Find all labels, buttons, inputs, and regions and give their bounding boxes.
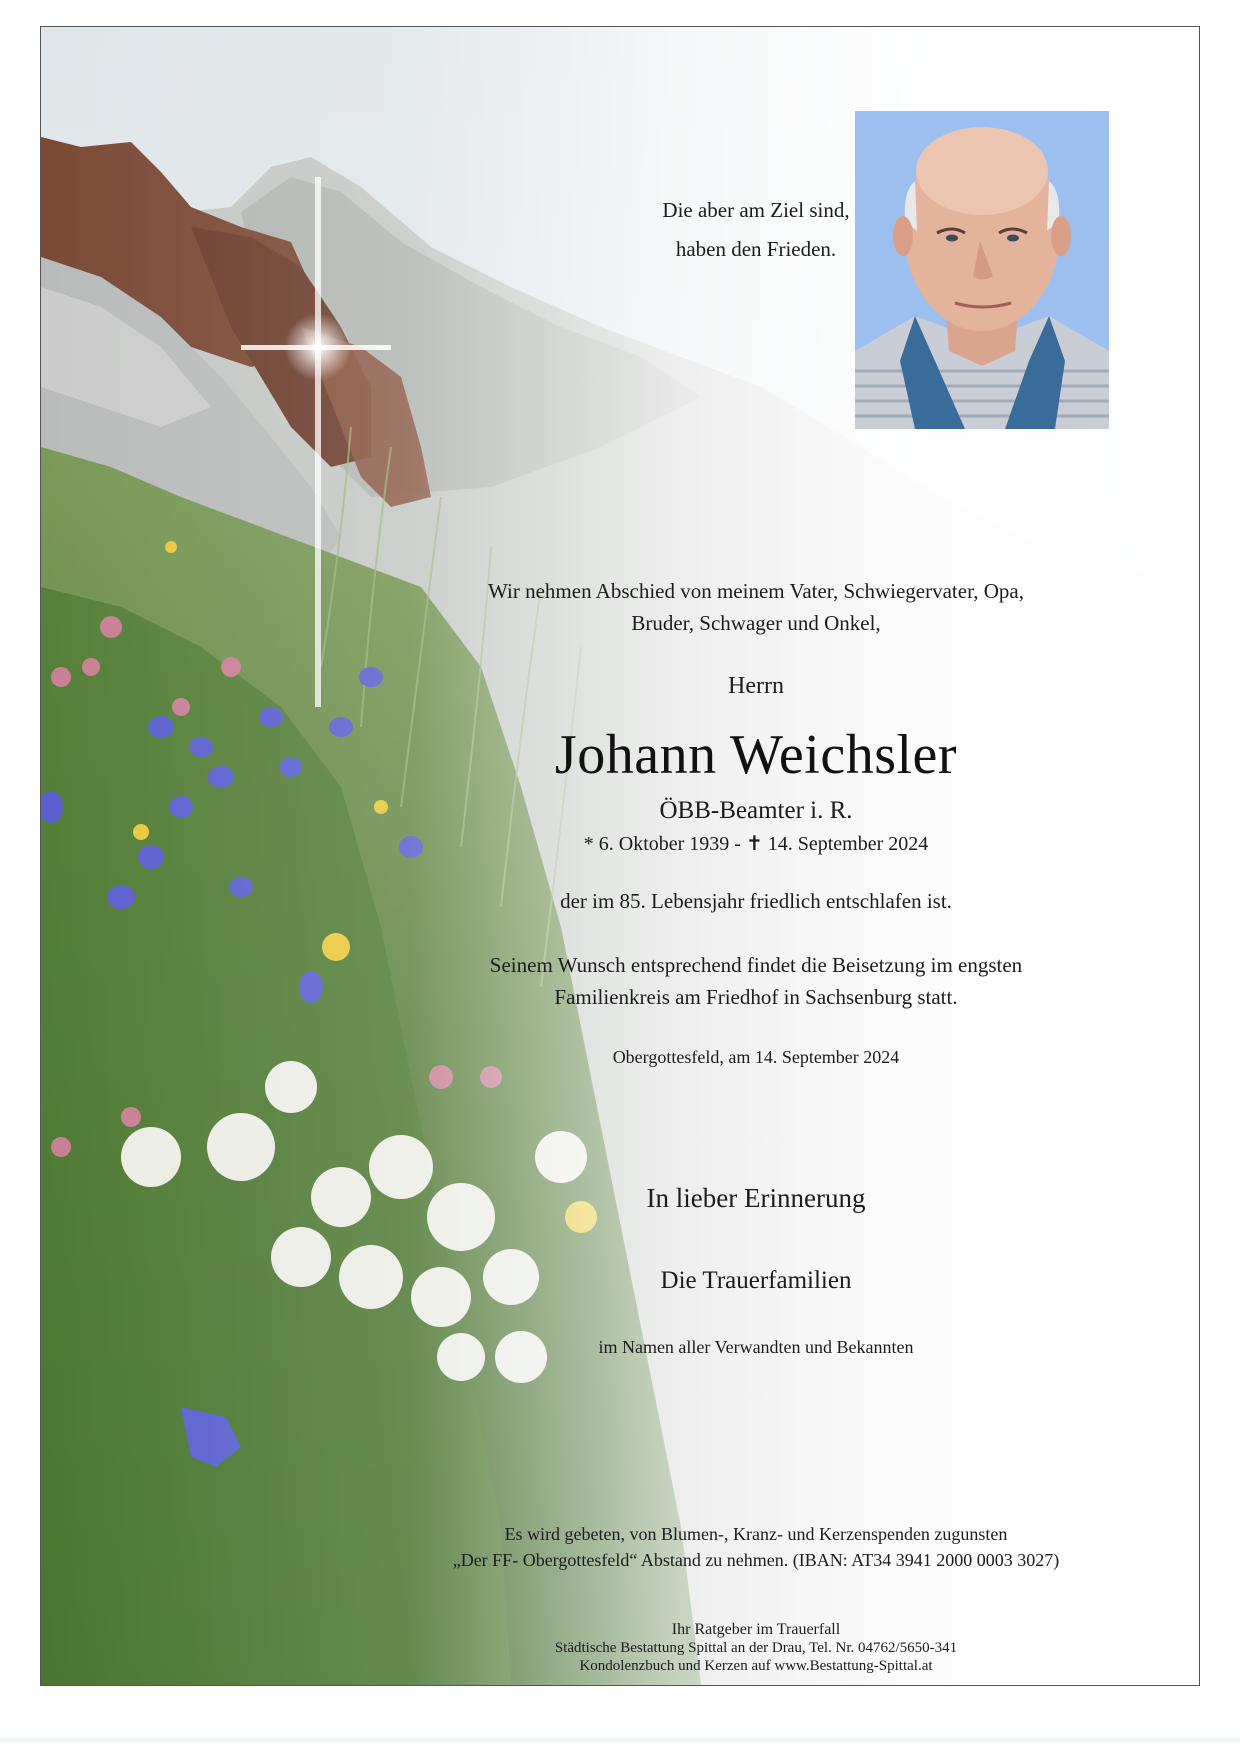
burial-wish (371, 949, 1141, 1013)
donation-line-1: Es wird gebeten, von Blumen-, Kranz- und Kerzenspenden zugunsten (504, 1524, 1008, 1544)
salutation: Herrn (728, 673, 784, 699)
footer-line-1: Ihr Ratgeber im Trauerfall (671, 1621, 841, 1638)
life-dates: * 6. Oktober 1939 - ✝ 14. September 2024 (583, 833, 929, 855)
intro-line-1: Wir nehmen Abschied von meinem Vater, Schwiegervater, Opa, (488, 579, 1024, 603)
donation-line-2: „Der FF- Obergottesfeld“ Abstand zu nehmen. (IBAN: AT34 3941 2000 0003 3027) (452, 1550, 1060, 1570)
memory-text: In lieber Erinnerung (646, 1183, 866, 1213)
family-signature: Die Trauerfamilien (660, 1267, 852, 1294)
place-date: Obergottesfeld, am 14. September 2024 (612, 1047, 900, 1067)
scan-edge-line (0, 1738, 1240, 1742)
verse-line-1: Die aber am Ziel sind, (662, 198, 850, 222)
footer-line-2: Städtische Bestattung Spittal an der Drau, Tel. Nr. 04762/5650-341 (554, 1640, 958, 1656)
relatives-text: im Namen aller Verwandten und Bekannten (598, 1337, 914, 1357)
portrait-illustration (855, 111, 1109, 429)
verse (371, 191, 1141, 269)
intro-line-2: Bruder, Schwager und Onkel, (631, 611, 881, 635)
verse-line-2: haben den Frieden. (675, 237, 837, 261)
obituary-card (40, 26, 1200, 1686)
wish-line-2: Familienkreis am Friedhof in Sachsenburg statt. (554, 985, 958, 1009)
farewell-intro (371, 575, 1141, 639)
occupation: ÖBB-Beamter i. R. (659, 797, 853, 824)
donation-request (371, 1521, 1141, 1573)
portrait-photo (855, 111, 1109, 429)
wish-line-1: Seinem Wunsch entsprechend findet die Beisetzung im engsten (489, 953, 1023, 977)
footer-line-3: Kondolenzbuch und Kerzen auf www.Bestattung-Spittal.at (579, 1658, 933, 1674)
funeral-home-footer (371, 1621, 1141, 1675)
deceased-name: Johann Weichsler (554, 724, 958, 786)
age-text: der im 85. Lebensjahr friedlich entschlafen ist. (560, 889, 952, 913)
